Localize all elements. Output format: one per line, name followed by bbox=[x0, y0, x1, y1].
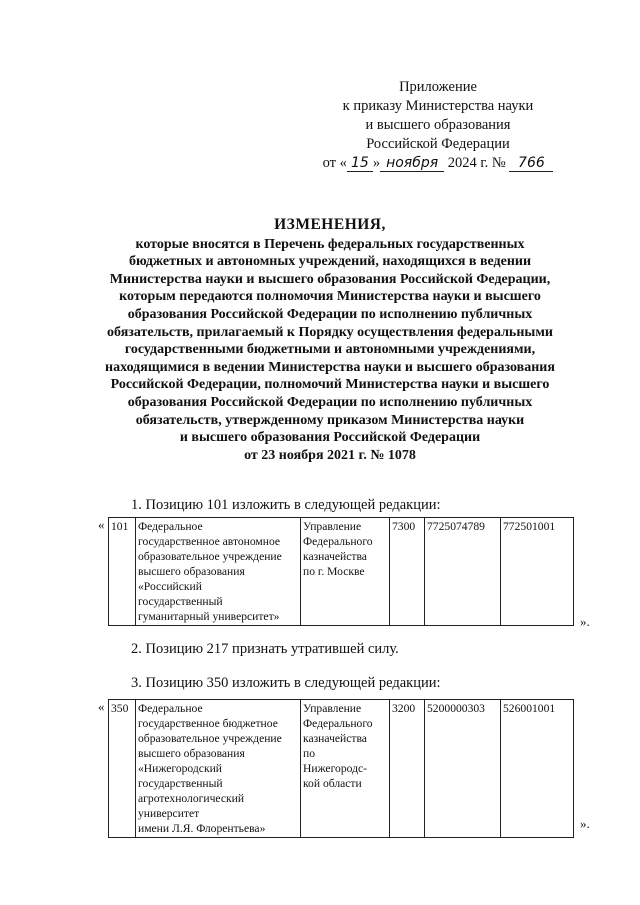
title-line: образования Российской Федерации по исполнению публичных bbox=[127, 306, 533, 322]
order-date-line bbox=[308, 154, 568, 173]
appendix-title: Приложение bbox=[399, 79, 477, 95]
treasury-cell: Управление Федерального казначейства по г. Москве bbox=[301, 518, 390, 626]
institution-name-cell: Федеральное государственное автономное образовательное учреждение высшего образования «Российский государственный гуманитарный университет» bbox=[136, 518, 301, 626]
table-row bbox=[109, 700, 574, 838]
title-line: государственными бюджетными и автономными учреждениями, bbox=[124, 342, 536, 358]
title-line: которым передаются полномочия Министерства науки и высшего bbox=[119, 289, 541, 305]
position-101-table bbox=[108, 517, 574, 626]
item-1: 1. Позицию 101 изложить в следующей редакции: bbox=[131, 497, 441, 513]
title-line: образования Российской Федерации по исполнению публичных bbox=[127, 394, 533, 410]
date-prefix: от « bbox=[322, 155, 347, 171]
handwritten-day: 15 bbox=[347, 156, 373, 172]
kpp-cell: 772501001 bbox=[501, 518, 574, 626]
title-line: от 23 ноября 2021 г. № 1078 bbox=[244, 447, 416, 463]
title-line: и высшего образования Российской Федерации bbox=[179, 430, 481, 446]
position-350-table bbox=[108, 699, 574, 838]
title-line: которые вносятся в Перечень федеральных государственных bbox=[135, 236, 525, 252]
appendix-line-1: к приказу Министерства науки bbox=[342, 98, 534, 114]
inn-cell: 7725074789 bbox=[425, 518, 501, 626]
title-line: Министерства науки и высшего образования Российской Федерации, bbox=[109, 271, 551, 287]
inn-cell: 5200000303 bbox=[425, 700, 501, 838]
appendix-line-2: и высшего образования bbox=[365, 117, 511, 133]
table-row bbox=[109, 518, 574, 626]
quote-close: ». bbox=[580, 614, 590, 629]
title-line: обязательств, утвержденному приказом Министерства науки bbox=[135, 412, 525, 428]
title-line: бюджетных и автономных учреждений, находящихся в ведении bbox=[128, 254, 532, 270]
item-3: 3. Позицию 350 изложить в следующей редакции: bbox=[131, 675, 441, 691]
handwritten-order-number: 766 bbox=[509, 156, 553, 172]
title-heading: ИЗМЕНЕНИЯ, bbox=[274, 216, 386, 233]
quote-close: ». bbox=[580, 816, 590, 831]
appendix-block bbox=[308, 78, 568, 173]
treasury-code-cell: 7300 bbox=[390, 518, 425, 626]
treasury-cell: Управление Федерального казначейства по Нижегородс- кой области bbox=[301, 700, 390, 838]
document-title bbox=[70, 216, 590, 464]
position-number-cell: 350 bbox=[109, 700, 136, 838]
kpp-cell: 526001001 bbox=[501, 700, 574, 838]
date-mid: » bbox=[372, 155, 381, 171]
title-line: обязательств, прилагаемый к Порядку осуществления федеральными bbox=[107, 324, 553, 340]
item-2: 2. Позицию 217 признать утратившей силу. bbox=[131, 641, 399, 657]
date-year: 2024 г. № bbox=[447, 155, 506, 171]
appendix-line-3: Российской Федерации bbox=[366, 136, 510, 152]
position-number-cell: 101 bbox=[109, 518, 136, 626]
institution-name-cell: Федеральное государственное бюджетное образовательное учреждение высшего образования «Нижегородский государственный агротехнологический университет имени Л.Я. Флорентьева» bbox=[136, 700, 301, 838]
quote-open: « bbox=[98, 699, 105, 714]
title-line: находящимися в ведении Министерства науки и высшего образования bbox=[105, 359, 555, 375]
treasury-code-cell: 3200 bbox=[390, 700, 425, 838]
handwritten-month: ноября bbox=[380, 156, 444, 172]
quote-open: « bbox=[98, 517, 105, 532]
title-line: Российской Федерации, полномочий Министерства науки и высшего bbox=[110, 377, 550, 393]
